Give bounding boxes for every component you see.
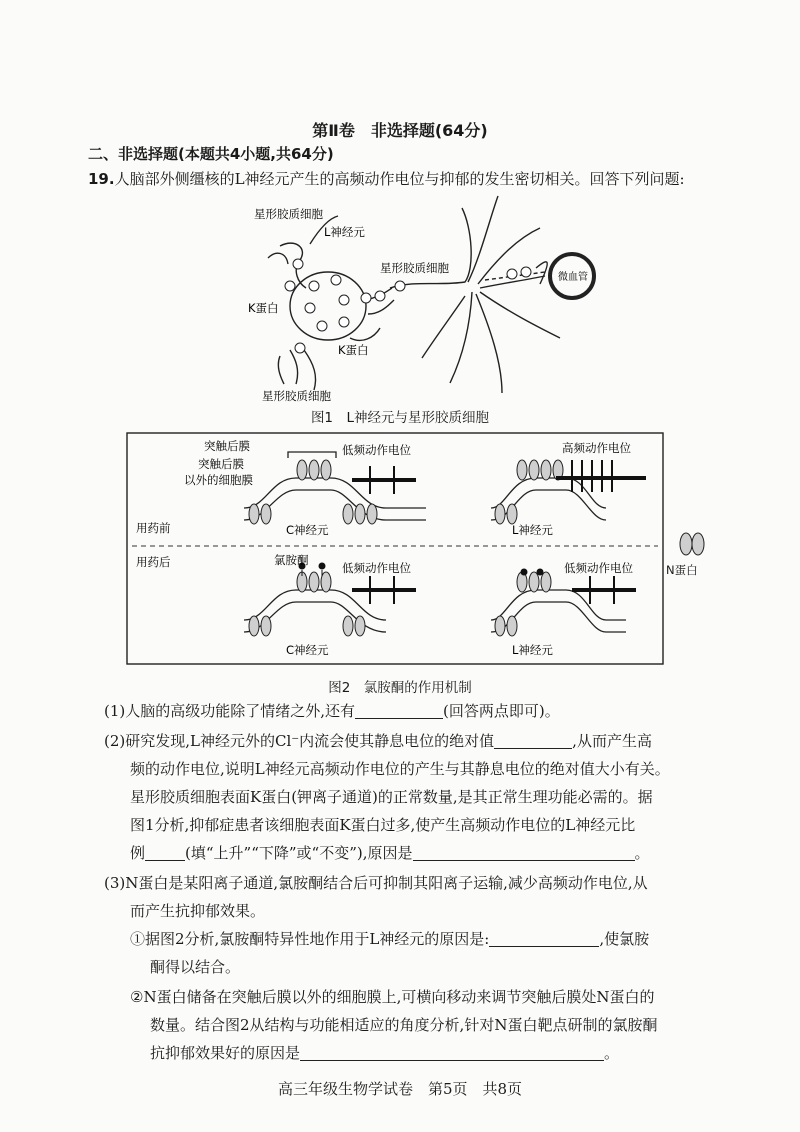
k-dot [375,291,385,301]
question-19-stem [88,168,685,189]
q1-answer-blank[interactable] [355,703,443,719]
q3-line-2: 而产生抗抑郁效果。 [130,902,266,920]
q3-1-answer-blank[interactable] [489,931,599,947]
figure-1-neuron-astrocyte [240,188,600,406]
q3-sub1-line-2: 酮得以结合。 [150,958,241,976]
q3-sub2-line-3 [150,1042,619,1063]
k-dot [339,317,349,327]
label-c-neuron-1: C神经元 [286,523,329,537]
k-dot [293,259,303,269]
k-dot [507,269,517,279]
q2-answer-blank-2[interactable] [145,845,185,861]
label-l-neuron: L神经元 [324,225,365,239]
q3-1-text-a: ①据图2分析,氯胺酮特异性地作用于L神经元的原因是: [130,930,490,948]
label-after: 用药后 [136,555,171,569]
label-before: 用药前 [136,521,171,535]
label-c-neuron-2: C神经元 [286,643,329,657]
label-l-neuron-1: L神经元 [512,523,553,537]
q2-answer-blank-1[interactable] [494,733,572,749]
label-astro-right: 星形胶质细胞 [380,261,449,275]
q3-1-text-b: ,使氯胺 [599,930,650,948]
q2-text-d: (填“上升”“下降”或“不变”),原因是 [185,844,413,862]
k-dot [295,343,305,353]
q1-text-b: (回答两点即可)。 [443,702,560,720]
figure-2-caption: 图2 氯胺酮的作用机制 [328,680,472,696]
label-k-protein-bottom: K蛋白 [338,343,369,357]
astrocyte-bottom [278,328,380,390]
q3-2-text-a: 抗抑郁效果好的原因是 [150,1044,301,1062]
label-other-membrane-1: 突触后膜 [198,457,244,471]
k-dot [285,281,295,291]
q2-line-5 [130,842,650,863]
label-astro-bottom: 星形胶质细胞 [262,389,331,403]
label-k-protein-left: K蛋白 [248,301,279,315]
label-low-freq-3: 低频动作电位 [564,561,633,575]
k-dot [361,293,371,303]
label-low-freq-1: 低频动作电位 [342,443,411,457]
label-capillary: 微血管 [558,272,588,283]
q2-text-a: (2)研究发现,L神经元外的Cl⁻内流会使其静息电位的绝对值 [104,732,495,750]
question-number: 19. [88,170,115,188]
q2-text-e: 。 [634,844,650,862]
astrocyte-right-body [390,196,560,393]
label-l-neuron-2: L神经元 [512,643,553,657]
k-dot [309,281,319,291]
k-dot [305,303,315,313]
k-dot [331,275,341,285]
figure-2-ketamine-mechanism [126,428,666,668]
figure-1-caption: 图1 L神经元与星形胶质细胞 [310,410,490,426]
label-astro-top: 星形胶质细胞 [254,207,323,221]
q3-line-1: (3)N蛋白是某阳离子通道,氯胺酮结合后可抑制其阳离子运输,减少高频动作电位,从 [104,874,648,892]
k-dot [395,281,405,291]
n-protein-channels [249,460,666,636]
label-n-protein: N蛋白 [666,563,698,577]
q2-line-1 [104,730,652,751]
q3-sub2-line-1: ②N蛋白储备在突触后膜以外的细胞膜上,可横向移动来调节突触后膜处N蛋白的 [130,988,655,1006]
q2-line-2: 频的动作电位,说明L神经元高频动作电位的产生与其静息电位的绝对值大小有关。 [130,760,670,778]
section-title: 第Ⅱ卷 非选择题(64分) [312,121,488,140]
q3-2-text-b: 。 [604,1044,620,1062]
q2-text-c: 例 [130,844,146,862]
label-other-membrane-2: 以外的细胞膜 [184,473,253,487]
q1-text-a: (1)人脑的高级功能除了情绪之外,还有 [104,702,356,720]
q3-2-answer-blank[interactable] [300,1045,604,1061]
q3-sub1-line-1 [130,928,649,949]
action-potential-traces [352,460,646,604]
subsection-title: 二、非选择题(本题共4小题,共64分) [88,145,334,163]
q2-text-b: ,从而产生高 [572,732,652,750]
page-footer: 高三年级生物学试卷 第5页 共8页 [277,1080,523,1098]
label-postsyn: 突触后膜 [204,439,250,453]
q2-answer-blank-3[interactable] [413,845,635,861]
q-part-1 [104,700,560,721]
l-neuron-body [290,272,366,340]
k-dot [317,321,327,331]
label-ketamine: 氯胺酮 [274,553,309,567]
k-dot [339,295,349,305]
q2-line-4: 图1分析,抑郁症患者该细胞表面K蛋白过多,使产生高频动作电位的L神经元比 [130,816,636,834]
q3-sub2-line-2: 数量。结合图2从结构与功能相适应的角度分析,针对N蛋白靶点研制的氯胺酮 [150,1016,658,1034]
label-low-freq-2: 低频动作电位 [342,561,411,575]
k-dot [521,267,531,277]
question-stem: 人脑部外侧缰核的L神经元产生的高频动作电位与抑郁的发生密切相关。回答下列问题: [114,170,685,188]
q2-line-3: 星形胶质细胞表面K蛋白(钾离子通道)的正常数量,是其正常生理功能必需的。据 [130,788,653,806]
label-high-freq: 高频动作电位 [562,441,631,455]
ketamine-molecules [299,563,544,577]
